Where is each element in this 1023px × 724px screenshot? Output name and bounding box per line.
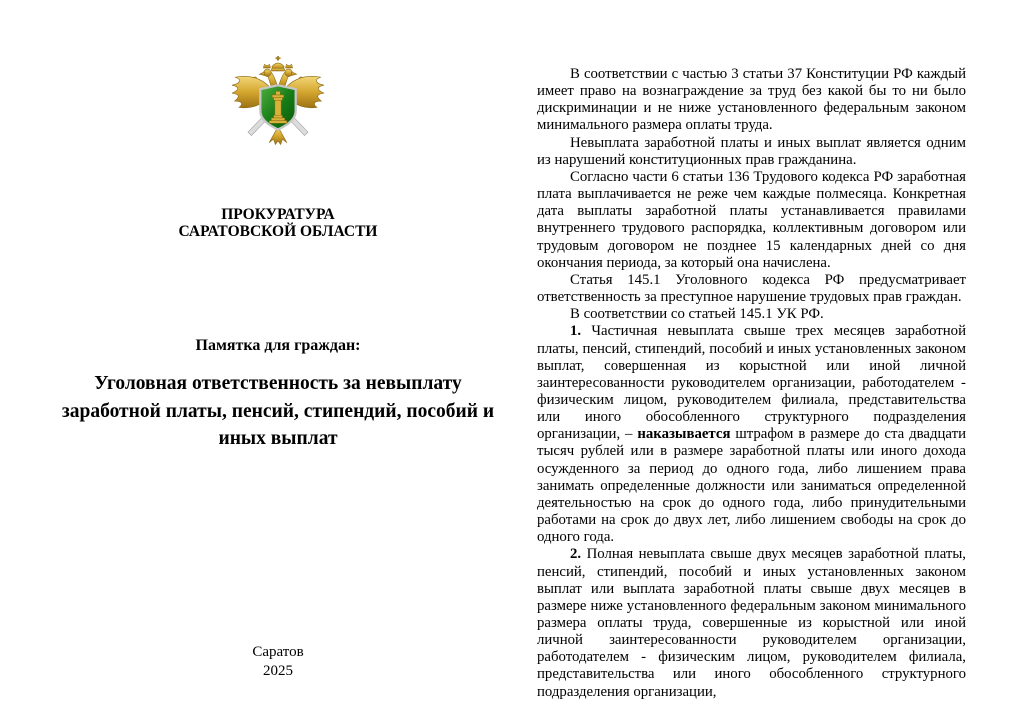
organization-name <box>58 206 498 240</box>
paragraph-run: Невыплата заработной платы и иных выплат является одним из нарушений конституционных прав гражданина. <box>537 134 966 168</box>
paragraph <box>537 306 966 323</box>
paragraph-bold-run: наказывается <box>637 426 731 443</box>
imprint <box>58 643 498 680</box>
paragraph <box>537 546 966 700</box>
paragraph-run: В соответствии со статьей 145.1 УК РФ. <box>570 306 824 323</box>
paragraph-run: В соответствии с частью 3 статьи 37 Конституции РФ каждый имеет право на вознаграждение за труд без какой бы то ни было дискриминации и не ниже установленного федеральным законом минимального размера оплаты труда. <box>537 66 966 134</box>
paragraph-bold-run: 2. <box>570 546 582 563</box>
prosecutor-emblem-icon <box>224 56 332 148</box>
paragraph <box>537 272 966 306</box>
paragraph <box>537 135 966 169</box>
organization-name-line2: САРАТОВСКОЙ ОБЛАСТИ <box>178 223 378 240</box>
paragraph-run: Частичная невыплата свыше трех месяцев заработной платы, пенсий, стипендий, пособий и иных установленных законом выплат, совершенная из корыстной или иной личной заинтересованности руководителем организации, работодателем - физическим лицом, руководителем филиала, представительства или иного обособленного структурного подразделения организации, – <box>537 323 966 443</box>
paragraph-bold-run: 1. <box>570 323 582 340</box>
title-column <box>58 0 498 724</box>
imprint-year: 2025 <box>263 662 293 679</box>
body-column <box>537 66 966 701</box>
paragraph-run: Согласно части 6 статьи 136 Трудового кодекса РФ заработная плата выплачивается не реже чем каждые полмесяца. Конкретная дата выплаты заработной платы устанавливается правилами внутреннего трудового распорядка, коллективным договором или трудовым договором не позднее 15 календарных дней со дня окончания периода, за который она начислена. <box>537 168 966 271</box>
memo-label: Памятка для граждан: <box>195 337 361 354</box>
document-title: Уголовная ответственность за невыплату заработной платы, пенсий, стипендий, пособий и иных выплат <box>61 373 495 449</box>
imprint-city: Саратов <box>252 644 304 660</box>
paragraph-run: Полная невыплата свыше двух месяцев заработной платы, пенсий, стипендий, пособий и иных установленных законом выплат или выплата заработной платы свыше двух месяцев в размере ниже установленного федеральным законом минимального размера оплаты труда, совершенные из корыстной или иной личной заинтересованности руководителем организации, работодателем - физическим лицом, руководителем филиала, представительства или иного обособленного структурного подразделения организации, <box>537 546 966 700</box>
paragraph <box>537 66 966 135</box>
paragraph-run: Статья 145.1 Уголовного кодекса РФ предусматривает ответственность за преступное нарушение трудовых прав граждан. <box>537 271 966 306</box>
paragraph-run: штрафом в размере до ста двадцати тысяч рублей или в размере заработной платы или иного дохода осужденного за период до одного года, либо лишением права занимать определенные должности или заниматься определенной деятельностью на срок до одного года, либо принудительными работами на срок до двух лет, либо лишением свободы на срок до одного года. <box>537 426 967 546</box>
organization-name-line1: ПРОКУРАТУРА <box>221 206 335 223</box>
paragraph <box>537 169 966 272</box>
paragraph <box>537 323 966 546</box>
